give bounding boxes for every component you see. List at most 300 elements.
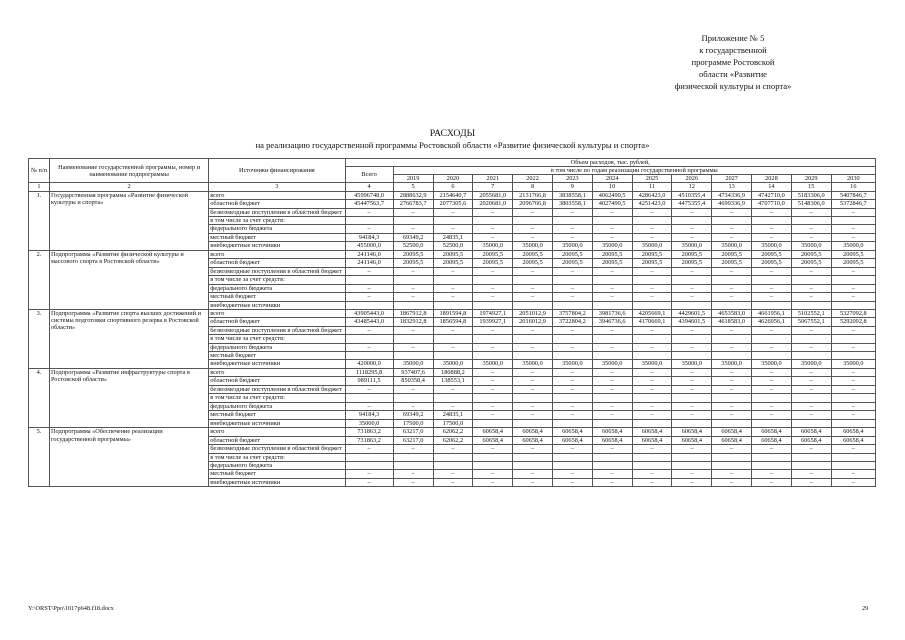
amount-year: 35000,0 <box>552 242 592 251</box>
amount-year <box>433 394 473 402</box>
amount-year: 17500,0 <box>433 419 473 428</box>
header-year: 2028 <box>752 175 792 183</box>
amount-year: – <box>592 233 632 242</box>
amount-year: 5292092,8 <box>831 318 875 327</box>
amount-year <box>752 276 792 284</box>
amount-total: – <box>345 293 393 302</box>
amount-year: – <box>552 293 592 302</box>
amount-year: – <box>513 411 553 420</box>
amount-year: 180888,2 <box>433 368 473 377</box>
amount-year: – <box>393 293 433 302</box>
amount-year: 4394601,5 <box>672 318 712 327</box>
amount-year: – <box>473 225 513 234</box>
amount-year: – <box>831 377 875 386</box>
program-name: Государственная программа «Развитие физической культуры и спорта» <box>49 191 208 250</box>
amount-year: – <box>752 284 792 293</box>
header-year: 2027 <box>712 175 752 183</box>
amount-year <box>672 394 712 402</box>
amount-year <box>552 453 592 461</box>
amount-year: – <box>831 233 875 242</box>
amount-year: – <box>513 225 553 234</box>
amount-year <box>393 276 433 284</box>
amount-year: 60658,4 <box>791 436 831 445</box>
amount-year: – <box>791 293 831 302</box>
column-numbers-row <box>29 183 876 192</box>
amount-year: 4170669,1 <box>632 318 672 327</box>
header-year: 2024 <box>592 175 632 183</box>
amount-year <box>433 217 473 225</box>
amount-year: 4205669,1 <box>632 309 672 318</box>
amount-year: – <box>791 208 831 217</box>
amount-year <box>473 335 513 343</box>
amount-year <box>752 462 792 470</box>
amount-year: – <box>791 233 831 242</box>
amount-year: 60658,4 <box>632 428 672 437</box>
amount-year: – <box>592 208 632 217</box>
amount-year <box>592 462 632 470</box>
amount-year: 1974927,1 <box>473 309 513 318</box>
funding-source: в том числе за счет средств: <box>209 276 345 284</box>
amount-year: 20095,5 <box>473 259 513 268</box>
amount-year <box>513 394 553 402</box>
row-number: 5. <box>29 428 50 487</box>
amount-year: – <box>672 225 712 234</box>
amount-year: – <box>791 470 831 479</box>
amount-year: 60658,4 <box>672 436 712 445</box>
column-number: 2 <box>49 183 208 192</box>
amount-year <box>592 301 632 309</box>
amount-total: 45996748,0 <box>345 191 393 200</box>
column-number: 12 <box>672 183 712 192</box>
amount-total: – <box>345 478 393 487</box>
amount-year <box>552 301 592 309</box>
amount-year: – <box>672 233 712 242</box>
amount-year: – <box>712 326 752 335</box>
amount-year: 60658,4 <box>592 436 632 445</box>
funding-source: областной бюджет <box>209 200 345 209</box>
amount-year <box>831 217 875 225</box>
amount-year <box>473 419 513 428</box>
amount-year: – <box>712 293 752 302</box>
table-row <box>29 250 876 259</box>
amount-year: – <box>791 284 831 293</box>
amount-total: – <box>345 343 393 352</box>
amount-year <box>592 276 632 284</box>
amount-year: 4286423,0 <box>632 191 672 200</box>
amount-year: – <box>393 402 433 411</box>
amount-year: – <box>473 326 513 335</box>
funding-source: внебюджетные источники <box>209 419 345 428</box>
amount-year <box>712 453 752 461</box>
amount-year: – <box>393 284 433 293</box>
amount-total: 420000,0 <box>345 360 393 369</box>
amount-total <box>345 352 393 360</box>
program-name: Подпрограмма «Развитие физической культуры и массового спорта в Ростовской области» <box>49 250 208 309</box>
amount-total: – <box>345 225 393 234</box>
amount-year: – <box>632 293 672 302</box>
amount-year: – <box>712 267 752 276</box>
amount-total <box>345 217 393 225</box>
amount-year: 62062,2 <box>433 436 473 445</box>
amount-total: 45447563,7 <box>345 200 393 209</box>
amount-total: 989111,5 <box>345 377 393 386</box>
amount-year <box>672 462 712 470</box>
amount-year: – <box>752 326 792 335</box>
amount-year: 1856594,8 <box>433 318 473 327</box>
amount-year: – <box>592 267 632 276</box>
amount-year: 2888632,9 <box>393 191 433 200</box>
amount-total: 94184,3 <box>345 233 393 242</box>
amount-year: 60658,4 <box>473 436 513 445</box>
amount-year <box>831 352 875 360</box>
amount-year: – <box>393 208 433 217</box>
amount-year <box>791 276 831 284</box>
amount-year <box>752 453 792 461</box>
table-row <box>29 309 876 318</box>
amount-year <box>592 335 632 343</box>
amount-year: 35000,0 <box>513 242 553 251</box>
funding-source: внебюджетные источники <box>209 242 345 251</box>
amount-year <box>712 352 752 360</box>
program-name: Подпрограмма «Обеспечение реализации государственной программы» <box>49 428 208 487</box>
amount-year: 3946736,6 <box>592 318 632 327</box>
amount-year: – <box>831 385 875 394</box>
amount-year <box>791 301 831 309</box>
amount-year: 3722804,2 <box>552 318 592 327</box>
amount-year: – <box>831 326 875 335</box>
amount-year: 2055681,0 <box>473 191 513 200</box>
amount-year: – <box>513 402 553 411</box>
amount-year: 35000,0 <box>552 360 592 369</box>
amount-year: 4027490,5 <box>592 200 632 209</box>
funding-source: местный бюджет <box>209 352 345 360</box>
amount-year <box>712 462 752 470</box>
amount-year: – <box>752 233 792 242</box>
amount-year: 4707710,0 <box>752 200 792 209</box>
amount-year <box>552 419 592 428</box>
funding-source: всего <box>209 191 345 200</box>
amount-year: – <box>831 293 875 302</box>
table-body <box>29 191 876 487</box>
amount-year: 60658,4 <box>592 428 632 437</box>
amount-year: – <box>433 225 473 234</box>
amount-year: – <box>831 402 875 411</box>
amount-year: – <box>712 478 752 487</box>
amount-year: – <box>513 343 553 352</box>
amount-year: 60658,4 <box>552 436 592 445</box>
amount-year: – <box>393 267 433 276</box>
amount-year <box>473 276 513 284</box>
amount-year: – <box>552 326 592 335</box>
header-no: № п/п <box>29 159 50 183</box>
amount-year: 60658,4 <box>552 428 592 437</box>
funding-source: безвозмездные поступления в областной бюджет <box>209 267 345 276</box>
amount-year: – <box>831 208 875 217</box>
amount-year: – <box>592 411 632 420</box>
amount-year: – <box>552 284 592 293</box>
amount-year: 4626956,1 <box>752 318 792 327</box>
funding-source: федерального бюджета <box>209 402 345 411</box>
amount-year: – <box>632 377 672 386</box>
amount-year: 35000,0 <box>632 360 672 369</box>
amount-year: – <box>712 445 752 454</box>
amount-year <box>473 352 513 360</box>
funding-source: областной бюджет <box>209 259 345 268</box>
amount-year: – <box>393 478 433 487</box>
amount-year: – <box>632 368 672 377</box>
funding-source: безвозмездные поступления в областной бюджет <box>209 445 345 454</box>
amount-year: 4475355,4 <box>672 200 712 209</box>
amount-year: 63217,0 <box>393 428 433 437</box>
amount-year: 4618583,0 <box>712 318 752 327</box>
amount-year: – <box>712 368 752 377</box>
amount-year <box>831 335 875 343</box>
appendix-line: Приложение № 5 <box>701 33 765 43</box>
amount-year <box>393 394 433 402</box>
amount-year <box>473 462 513 470</box>
amount-year: 20095,5 <box>433 259 473 268</box>
amount-year: – <box>592 470 632 479</box>
amount-year: – <box>632 402 672 411</box>
funding-source: в том числе за счет средств: <box>209 335 345 343</box>
amount-year: 5102552,1 <box>791 309 831 318</box>
amount-year: – <box>791 478 831 487</box>
appendix-line: области «Развитие <box>699 69 767 79</box>
header-name: Наименование государственной программы, номер и наименование подпрограммы <box>49 159 208 183</box>
amount-year: 35000,0 <box>752 360 792 369</box>
amount-year: – <box>513 445 553 454</box>
amount-year: 2077305,6 <box>433 200 473 209</box>
amount-year: – <box>672 368 712 377</box>
amount-year: – <box>752 385 792 394</box>
amount-year: – <box>393 445 433 454</box>
amount-year: 2766783,7 <box>393 200 433 209</box>
row-number: 2. <box>29 250 50 309</box>
amount-year <box>393 301 433 309</box>
amount-total: – <box>345 326 393 335</box>
amount-year: 20095,5 <box>672 259 712 268</box>
amount-year: – <box>791 368 831 377</box>
row-number: 4. <box>29 368 50 427</box>
page-subtitle: на реализацию государственной программы Ростовской области «Развитие физической культуры и спорта» <box>255 140 650 150</box>
amount-year <box>473 301 513 309</box>
amount-year: – <box>473 385 513 394</box>
amount-year: – <box>752 343 792 352</box>
column-number: 10 <box>592 183 632 192</box>
amount-total: – <box>345 402 393 411</box>
amount-year: – <box>552 377 592 386</box>
funding-source: безвозмездные поступления в областной бюджет <box>209 385 345 394</box>
column-number: 16 <box>831 183 875 192</box>
amount-year: – <box>592 368 632 377</box>
amount-year: – <box>752 368 792 377</box>
amount-year: 4429601,5 <box>672 309 712 318</box>
footer-file-path: Y:\ORST\Ppo\1017p648.f18.docx <box>28 605 114 612</box>
amount-year: 35000,0 <box>712 242 752 251</box>
amount-year: – <box>632 208 672 217</box>
amount-year: – <box>791 385 831 394</box>
amount-year <box>433 352 473 360</box>
funding-source: областной бюджет <box>209 436 345 445</box>
column-number: 13 <box>712 183 752 192</box>
amount-year: – <box>552 385 592 394</box>
amount-year <box>831 462 875 470</box>
column-number: 3 <box>209 183 345 192</box>
amount-year: – <box>752 293 792 302</box>
amount-year: – <box>712 470 752 479</box>
amount-year: – <box>433 326 473 335</box>
amount-year: – <box>672 293 712 302</box>
amount-year <box>752 217 792 225</box>
amount-total: – <box>345 208 393 217</box>
amount-year: – <box>791 377 831 386</box>
amount-total <box>345 276 393 284</box>
amount-year: – <box>672 267 712 276</box>
amount-year: – <box>592 343 632 352</box>
header-source: Источники финансирования <box>209 159 345 183</box>
amount-year: – <box>473 293 513 302</box>
amount-year <box>831 419 875 428</box>
amount-year: – <box>552 225 592 234</box>
header-year: 2021 <box>473 175 513 183</box>
amount-year: 3838558,1 <box>552 191 592 200</box>
amount-year <box>752 419 792 428</box>
amount-year <box>632 335 672 343</box>
amount-year: 4734336,9 <box>712 191 752 200</box>
amount-year: 3803558,1 <box>552 200 592 209</box>
amount-total: 1118295,8 <box>345 368 393 377</box>
amount-year <box>552 335 592 343</box>
amount-year <box>752 301 792 309</box>
amount-year: 24835,1 <box>433 411 473 420</box>
amount-year: – <box>592 284 632 293</box>
appendix-line: физической культуры и спорта» <box>674 81 792 91</box>
column-number: 5 <box>393 183 433 192</box>
amount-year <box>552 276 592 284</box>
amount-year: – <box>752 208 792 217</box>
column-number: 15 <box>791 183 831 192</box>
amount-year: – <box>791 326 831 335</box>
amount-year <box>712 301 752 309</box>
amount-year: – <box>552 402 592 411</box>
amount-year: – <box>433 402 473 411</box>
amount-total: – <box>345 470 393 479</box>
amount-year: 35000,0 <box>632 242 672 251</box>
amount-year <box>791 352 831 360</box>
header-year: 2025 <box>632 175 672 183</box>
amount-year: – <box>513 284 553 293</box>
amount-year <box>672 335 712 343</box>
amount-year: – <box>632 284 672 293</box>
amount-year: – <box>393 470 433 479</box>
amount-year: – <box>473 402 513 411</box>
amount-year: – <box>712 233 752 242</box>
amount-year: 62062,2 <box>433 428 473 437</box>
amount-year: 35000,0 <box>791 360 831 369</box>
column-number: 6 <box>433 183 473 192</box>
funding-source: областной бюджет <box>209 377 345 386</box>
amount-year: – <box>752 377 792 386</box>
amount-year: 60658,4 <box>712 436 752 445</box>
amount-year: – <box>712 225 752 234</box>
amount-year: – <box>752 267 792 276</box>
amount-year <box>473 394 513 402</box>
amount-year: 60658,4 <box>473 428 513 437</box>
amount-year: 2051012,9 <box>513 309 553 318</box>
amount-year: – <box>552 368 592 377</box>
amount-year: 2096766,8 <box>513 200 553 209</box>
amount-total: 455000,0 <box>345 242 393 251</box>
amount-year: – <box>433 293 473 302</box>
amount-total: 43905443,0 <box>345 309 393 318</box>
amount-year: – <box>791 402 831 411</box>
amount-year: – <box>752 225 792 234</box>
funding-source: внебюджетные источники <box>209 301 345 309</box>
amount-year <box>592 394 632 402</box>
amount-year: – <box>433 284 473 293</box>
header-year: 2020 <box>433 175 473 183</box>
amount-year: – <box>831 343 875 352</box>
amount-year: – <box>433 385 473 394</box>
amount-year <box>752 352 792 360</box>
amount-year <box>791 462 831 470</box>
amount-year <box>831 301 875 309</box>
amount-year: 35000,0 <box>592 242 632 251</box>
amount-year: 850358,4 <box>393 377 433 386</box>
funding-source: местный бюджет <box>209 233 345 242</box>
header-year: 2022 <box>513 175 553 183</box>
amount-year <box>513 335 553 343</box>
funding-source: всего <box>209 428 345 437</box>
amount-year: – <box>513 326 553 335</box>
amount-year <box>831 453 875 461</box>
amount-total: – <box>345 385 393 394</box>
amount-year: – <box>791 225 831 234</box>
amount-year <box>632 394 672 402</box>
amount-total: 35000,0 <box>345 419 393 428</box>
amount-year: 20095,5 <box>552 259 592 268</box>
amount-year <box>672 276 712 284</box>
funding-source: внебюджетные источники <box>209 478 345 487</box>
amount-year: – <box>632 445 672 454</box>
amount-year <box>632 217 672 225</box>
header-year: 2019 <box>393 175 433 183</box>
header-year: 2029 <box>791 175 831 183</box>
amount-year: 1832912,8 <box>393 318 433 327</box>
amount-year: – <box>672 377 712 386</box>
funding-source: всего <box>209 368 345 377</box>
amount-year <box>433 301 473 309</box>
amount-year: 35000,0 <box>513 360 553 369</box>
amount-year: – <box>513 470 553 479</box>
amount-year: 5407846,7 <box>831 191 875 200</box>
amount-year: 1939927,1 <box>473 318 513 327</box>
amount-year: – <box>473 478 513 487</box>
amount-year: – <box>632 343 672 352</box>
amount-year: – <box>712 208 752 217</box>
amount-year: – <box>513 478 553 487</box>
amount-year: – <box>513 293 553 302</box>
amount-year: – <box>712 343 752 352</box>
amount-year: – <box>672 402 712 411</box>
amount-year: – <box>831 225 875 234</box>
amount-year: 138553,1 <box>433 377 473 386</box>
amount-year: 20095,5 <box>632 259 672 268</box>
amount-year <box>672 301 712 309</box>
funding-source: местный бюджет <box>209 411 345 420</box>
amount-year: – <box>712 402 752 411</box>
column-number: 1 <box>29 183 50 192</box>
